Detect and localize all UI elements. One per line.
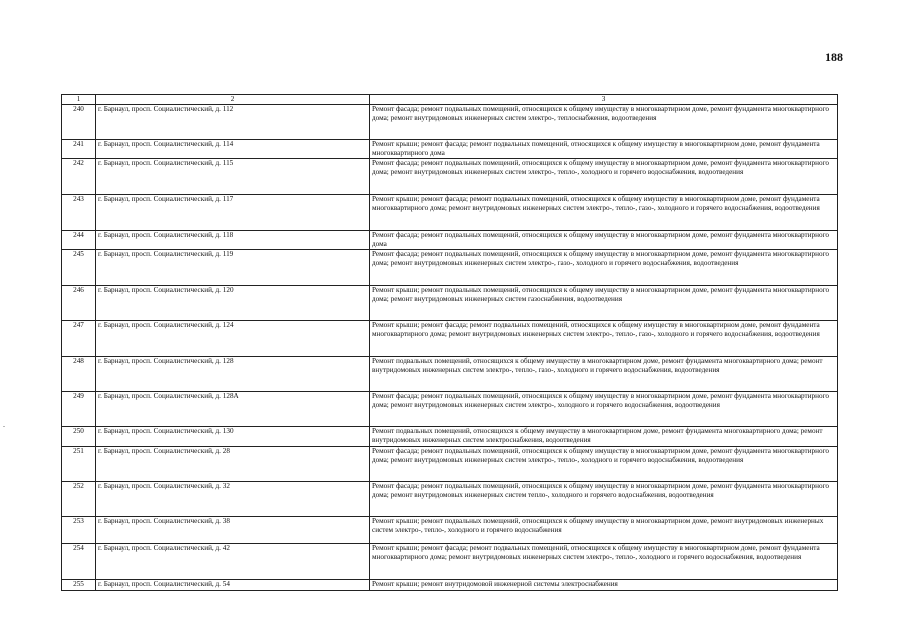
table-body bbox=[62, 105, 838, 591]
row-works: Ремонт фасада; ремонт подвальных помещений, относящихся к общему имуществу в многоквартирном доме, ремонт фундамента многоквартирного дома; ремонт внутридомовых инженерных систем электро-, газо-, холодного и горячего водоснабжения, водоотведения bbox=[370, 250, 838, 286]
row-address: г. Барнаул, просп. Социалистический, д. 120 bbox=[96, 286, 370, 321]
table-row bbox=[62, 357, 838, 392]
row-number: 245 bbox=[62, 250, 96, 286]
row-number: 248 bbox=[62, 357, 96, 392]
row-works: Ремонт крыши; ремонт подвальных помещений, относящихся к общему имуществу в многоквартирном доме, ремонт фундамента многоквартирного дома; ремонт внутридомовых инженерных систем газоснабжения, водоотведения bbox=[370, 286, 838, 321]
row-number: 243 bbox=[62, 195, 96, 231]
row-number: 240 bbox=[62, 105, 96, 140]
page-number: 188 bbox=[825, 50, 843, 64]
table-row bbox=[62, 195, 838, 231]
table-header-row bbox=[62, 95, 838, 105]
margin-mark: . bbox=[3, 420, 5, 429]
row-address: г. Барнаул, просп. Социалистический, д. 117 bbox=[96, 195, 370, 231]
row-works: Ремонт крыши; ремонт фасада; ремонт подвальных помещений, относящихся к общему имуществу в многоквартирном доме, ремонт фундамента многоквартирного дома; ремонт внутридомовых инженерных систем электро-, тепло-, газо-, холодного и горячего водоснабжения, водоотведения bbox=[370, 321, 838, 357]
row-address: г. Барнаул, просп. Социалистический, д. 114 bbox=[96, 140, 370, 159]
row-address: г. Барнаул, просп. Социалистический, д. 118 bbox=[96, 231, 370, 250]
row-number: 254 bbox=[62, 544, 96, 580]
row-number: 251 bbox=[62, 447, 96, 482]
table-row bbox=[62, 231, 838, 250]
row-address: г. Барнаул, просп. Социалистический, д. 115 bbox=[96, 159, 370, 195]
table-row bbox=[62, 321, 838, 357]
row-works: Ремонт фасада; ремонт подвальных помещений, относящихся к общему имуществу в многоквартирном доме, ремонт фундамента многоквартирного дома; ремонт внутридомовых инженерных систем электро-, тепло-, холодного и горячего водоснабжения, водоотведения bbox=[370, 159, 838, 195]
table-row bbox=[62, 286, 838, 321]
row-number: 246 bbox=[62, 286, 96, 321]
table-row bbox=[62, 447, 838, 482]
row-address: г. Барнаул, просп. Социалистический, д. 28 bbox=[96, 447, 370, 482]
row-number: 242 bbox=[62, 159, 96, 195]
table-row bbox=[62, 580, 838, 591]
row-address: г. Барнаул, просп. Социалистический, д. 124 bbox=[96, 321, 370, 357]
table-row bbox=[62, 105, 838, 140]
table-row bbox=[62, 482, 838, 517]
row-number: 252 bbox=[62, 482, 96, 517]
row-works: Ремонт крыши; ремонт фасада; ремонт подвальных помещений, относящихся к общему имуществу в многоквартирном доме, ремонт фундамента многоквартирного дома; ремонт внутридомовых инженерных систем электро-, тепло-, холодного и горячего водоснабжения, водоотведения bbox=[370, 544, 838, 580]
table-row bbox=[62, 392, 838, 427]
row-works: Ремонт подвальных помещений, относящихся к общему имуществу в многоквартирном доме, ремонт фундамента многоквартирного дома; ремонт внутридомовых инженерных систем электроснабжения, водоотведения bbox=[370, 427, 838, 447]
row-address: г. Барнаул, просп. Социалистический, д. 38 bbox=[96, 517, 370, 544]
row-number: 244 bbox=[62, 231, 96, 250]
row-address: г. Барнаул, просп. Социалистический, д. 119 bbox=[96, 250, 370, 286]
row-address: г. Барнаул, просп. Социалистический, д. 32 bbox=[96, 482, 370, 517]
works-registry-table bbox=[61, 94, 838, 591]
row-works: Ремонт крыши; ремонт фасада; ремонт подвальных помещений, относящихся к общему имуществу в многоквартирном доме, ремонт фундамента многоквартирного дома; ремонт внутридомовых инженерных систем электро-, тепло-, газо-, холодного и горячего водоснабжения, водоотведения bbox=[370, 195, 838, 231]
row-number: 247 bbox=[62, 321, 96, 357]
row-works: Ремонт крыши; ремонт внутридомовой инженерной системы электроснабжения bbox=[370, 580, 838, 591]
row-works: Ремонт фасада; ремонт подвальных помещений, относящихся к общему имуществу в многоквартирном доме, ремонт фундамента многоквартирного дома bbox=[370, 231, 838, 250]
row-works: Ремонт фасада; ремонт подвальных помещений, относящихся к общему имуществу в многоквартирном доме, ремонт фундамента многоквартирного дома; ремонт внутридомовых инженерных систем тепло-, холодного и горячего водоснабжения, водоотведения bbox=[370, 482, 838, 517]
row-address: г. Барнаул, просп. Социалистический, д. 54 bbox=[96, 580, 370, 591]
row-number: 250 bbox=[62, 427, 96, 447]
table-row bbox=[62, 140, 838, 159]
row-works: Ремонт крыши; ремонт фасада; ремонт подвальных помещений, относящихся к общему имуществу в многоквартирном доме, ремонт фундамента многоквартирного дома bbox=[370, 140, 838, 159]
row-number: 255 bbox=[62, 580, 96, 591]
table-row bbox=[62, 517, 838, 544]
table-row bbox=[62, 159, 838, 195]
table-row bbox=[62, 544, 838, 580]
table-row bbox=[62, 250, 838, 286]
row-number: 241 bbox=[62, 140, 96, 159]
row-works: Ремонт подвальных помещений, относящихся к общему имуществу в многоквартирном доме, ремонт фундамента многоквартирного дома; ремонт внутридомовых инженерных систем электро-, тепло-, газо-, холодного и горячего водоснабжения, водоотведения bbox=[370, 357, 838, 392]
column-header-2: 2 bbox=[96, 95, 370, 105]
row-address: г. Барнаул, просп. Социалистический, д. 128А bbox=[96, 392, 370, 427]
row-address: г. Барнаул, просп. Социалистический, д. 112 bbox=[96, 105, 370, 140]
row-address: г. Барнаул, просп. Социалистический, д. 130 bbox=[96, 427, 370, 447]
column-header-1: 1 bbox=[62, 95, 96, 105]
row-address: г. Барнаул, просп. Социалистический, д. 128 bbox=[96, 357, 370, 392]
row-works: Ремонт крыши; ремонт подвальных помещений, относящихся к общему имуществу в многоквартирном доме, ремонт внутридомовых инженерных систем электро-, тепло-, холодного и горячего водоснабжения bbox=[370, 517, 838, 544]
column-header-3: 3 bbox=[370, 95, 838, 105]
table-row bbox=[62, 427, 838, 447]
row-number: 253 bbox=[62, 517, 96, 544]
row-works: Ремонт фасада; ремонт подвальных помещений, относящихся к общему имуществу в многоквартирном доме, ремонт фундамента многоквартирного дома; ремонт внутридомовых инженерных систем электро-, холодного и горячего водоснабжения, водоотведения bbox=[370, 392, 838, 427]
row-number: 249 bbox=[62, 392, 96, 427]
row-works: Ремонт фасада; ремонт подвальных помещений, относящихся к общему имуществу в многоквартирном доме, ремонт фундамента многоквартирного дома; ремонт внутридомовых инженерных систем электро-, теплоснабжения, водоотведения bbox=[370, 105, 838, 140]
row-address: г. Барнаул, просп. Социалистический, д. 42 bbox=[96, 544, 370, 580]
row-works: Ремонт фасада; ремонт подвальных помещений, относящихся к общему имуществу в многоквартирном доме, ремонт фундамента многоквартирного дома; ремонт внутридомовых инженерных систем электро-, тепло-, холодного и горячего водоснабжения, водоотведения bbox=[370, 447, 838, 482]
